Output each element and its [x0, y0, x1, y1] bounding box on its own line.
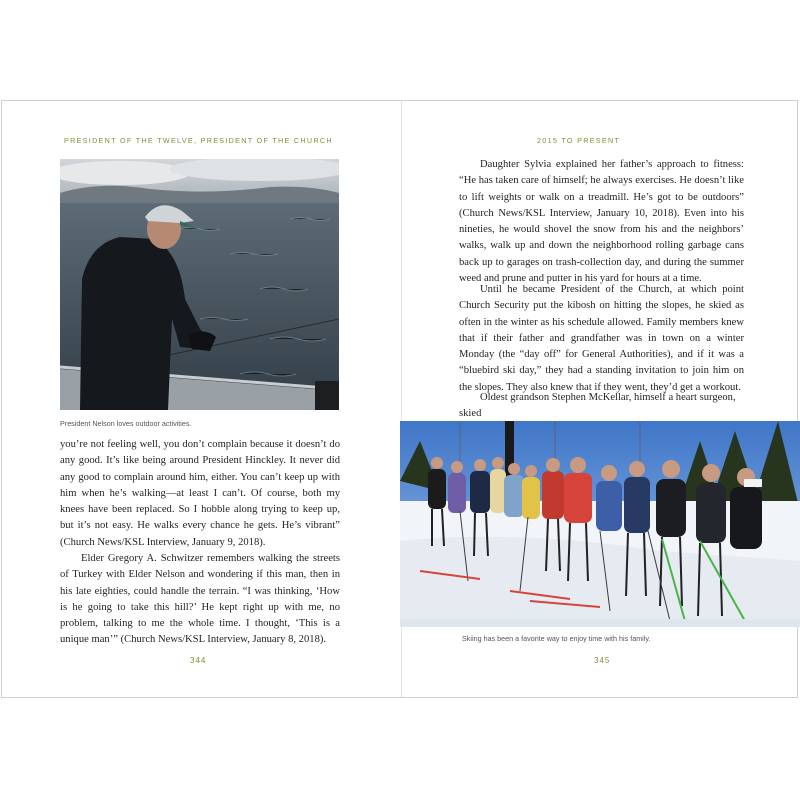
left-running-head: PRESIDENT OF THE TWELVE, PRESIDENT OF THE CHURCH [64, 136, 333, 145]
right-page-number: 345 [594, 656, 611, 665]
fishing-photo [60, 159, 339, 410]
book-spread [1, 100, 798, 698]
left-paragraph-2: Elder Gregory A. Schwitzer remembers walking the streets of Turkey with Elder Nelson and wondering if this man, then in his late eighties, could handle the terrain. “I was thinking, ‘How is he going to take this hill?’ He kept right up with me, no problem, talking to me the whole time. I thought, ‘This is a unique man’” (Church News/KSL Interview, January 8, 2018). [60, 553, 340, 646]
left-page-number: 344 [190, 656, 207, 665]
left-paragraph-1: you’re not feeling well, you don’t complain because it doesn’t do any good. It’s like being around President Hinckley. It never did any good to complain around him, either. You can’t keep up with him when he’s walking—at least I can’t. Of course, both my knees have been replaced. So I hobble along trying to keep up, but it’s not easy. He walks every chance he gets. He’s vibrant” (Church News/KSL Interview, January 9, 2018). [60, 439, 340, 548]
right-photo-caption: Skiing has been a favorite way to enjoy time with his family. [462, 634, 651, 643]
skiing-photo-image [400, 421, 800, 627]
right-paragraph-2: Until he became President of the Church, at which point Church Security put the kibosh on hitting the slopes, he skied as often in the winter as his schedule allowed. Family members knew that if their father and grandfather was in town on a winter Monday (the “day off” for General Authorities), and if it was a “bluebird ski day,” they had a standing invitation to join him on the slopes. They also knew that if they went, they’d get a workout. [459, 284, 744, 393]
right-running-head: 2015 TO PRESENT [537, 136, 621, 145]
left-photo-caption: President Nelson loves outdoor activities. [60, 419, 192, 428]
fishing-photo-image [60, 159, 339, 410]
skiing-photo [400, 421, 800, 627]
right-paragraph-3: Oldest grandson Stephen McKellar, himself a heart surgeon, skied [459, 392, 736, 420]
right-paragraph-1: Daughter Sylvia explained her father’s approach to fitness: “He has taken care of himself; he always exercises. He doesn’t like to lift weights or walk on a treadmill. He’s got to be outdoors” (Church News/KSL Interview, January 10, 2018). Even into his nineties, he would shovel the snow from his and the neighbors’ walks, walk up and down the neighborhood rolling garbage cans back up to garages on trash-collection day, and during the summer weed and prune and putter in his yard for hours at a time. [459, 159, 744, 285]
